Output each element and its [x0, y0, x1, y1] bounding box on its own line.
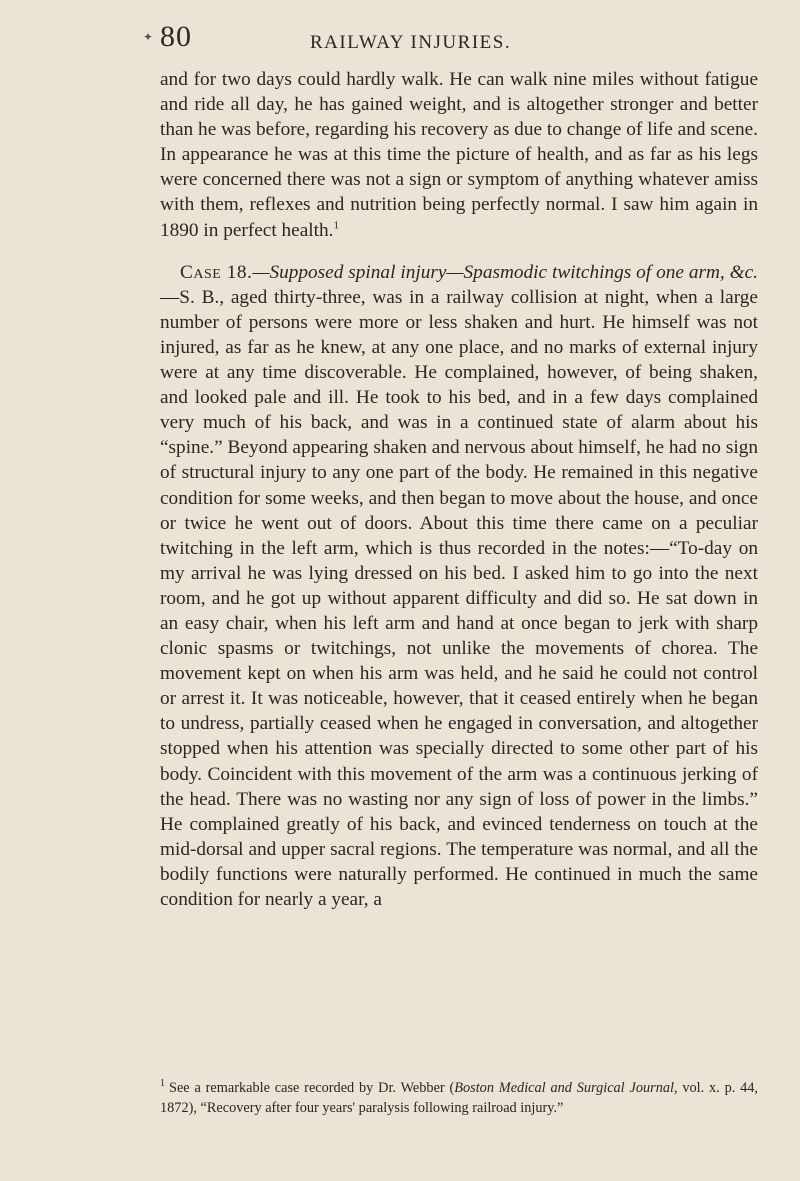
- footnote: [160, 1078, 758, 1118]
- body-text: [160, 67, 758, 912]
- case-title: —Supposed spinal injury—Spasmodic twitchings of one arm, &c.: [252, 261, 758, 283]
- running-title: RAILWAY INJURIES.: [310, 32, 512, 53]
- footnote-mark: 1: [160, 1078, 165, 1090]
- page-number: 80: [160, 20, 192, 53]
- running-head: [160, 20, 760, 54]
- paragraph-text: and for two days could hardly walk. He can walk nine miles without fatigue and ride all day, he has gained weight, and is altogether stronger and better than he was before, regarding his recovery as due to change of life and scene. In appearance he was at this time the picture of health, and as far as his legs were concerned there was not a sign or symptom of anything whatever amiss with them, reflexes and nutrition being perfectly normal. I saw him again in 1890 in perfect health.: [160, 69, 758, 241]
- case-label: Case 18.: [180, 261, 253, 283]
- page-mark-icon: ✦: [143, 30, 154, 44]
- footnote-text-before: See a remarkable case recorded by Dr. Webber (: [169, 1080, 455, 1096]
- case-paragraph: [160, 260, 758, 912]
- case-text: —S. B., aged thirty-three, was in a railway collision at night, when a large number of persons were more or less shaken and hurt. He himself was not injured, as far as he knew, at any one place, and no marks of external injury were at any time discoverable. He complained, however, of being shaken, and looked pale and ill. He took to his bed, and in a few days complained very much of his back, and was in a continued state of alarm about his “spine.” Beyond appearing shaken and nervous about himself, he had no sign of structural injury to any one part of the body. He remained in this negative condition for some weeks, and then began to move about the house, and once or twice he went out of doors. About this time there came on a peculiar twitching in the left arm, which is thus recorded in the notes:—“To-day on my arrival he was lying dressed on his bed. I asked him to go into the next room, and he got up without apparent difficulty and did so. He sat down in an easy chair, when his left arm and hand at once began to jerk with sharp clonic spasms or twitchings, not unlike the movements of chorea. The movement kept on when his arm was held, and he said he could not control or arrest it. It was noticeable, however, that it ceased entirely when he began to undress, partially ceased when he engaged in conversation, and altogether stopped when his attention was specially directed to some other part of his body. Coincident with this movement of the arm was a continuous jerking of the head. There was no wasting nor any sign of loss of power in the limbs.” He complained greatly of his back, and evinced tenderness on touch at the mid-dorsal and upper sacral regions. The temperature was normal, and all the bodily functions were naturally performed. He continued in much the same condition for nearly a year, a: [160, 286, 758, 910]
- footnote-text-after: , vol. x. p. 44, 1872), “Recovery after four years' paralysis following railroad injury.”: [160, 1080, 759, 1116]
- footnote-reference: 1: [333, 219, 339, 232]
- footnote-journal: Boston Medical and Surgical Journal: [454, 1080, 674, 1096]
- paragraph-continuation: [160, 67, 758, 243]
